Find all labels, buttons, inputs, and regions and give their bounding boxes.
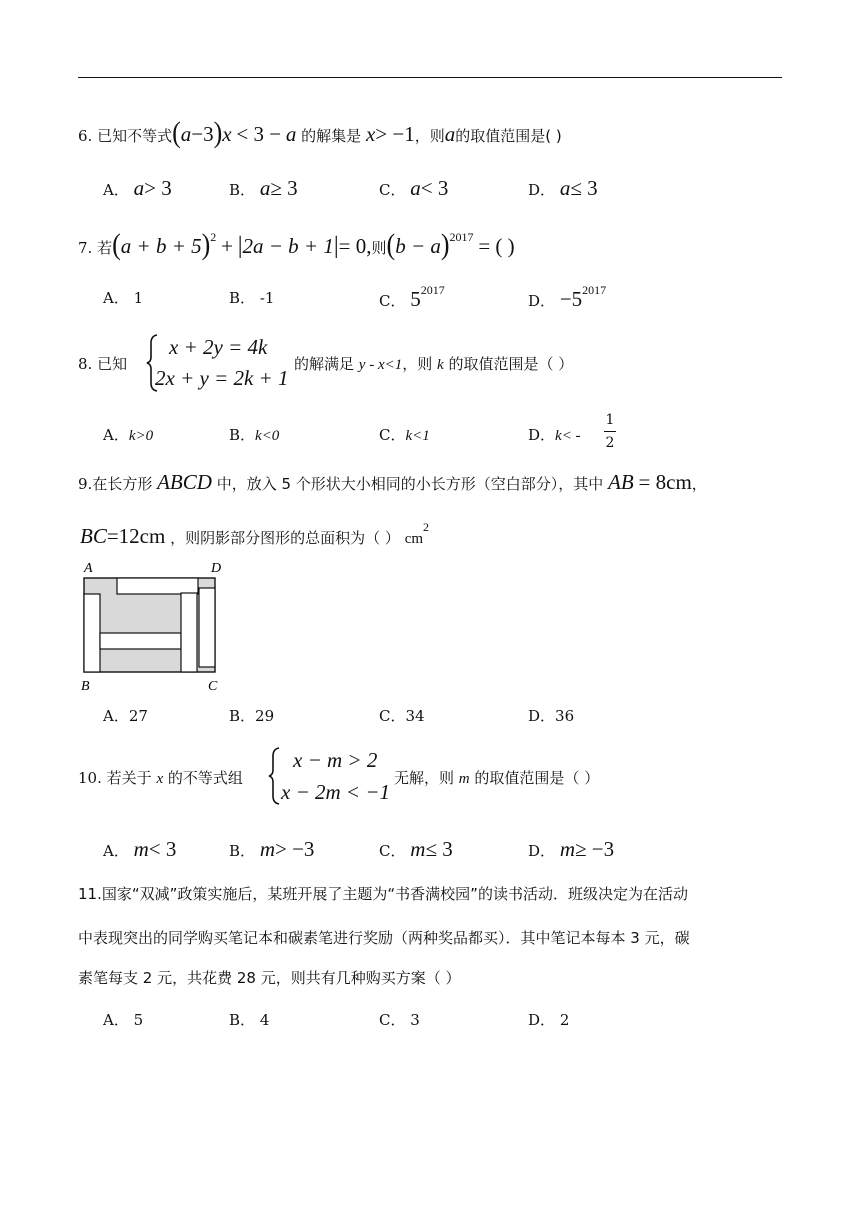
question-6-stem: 6. 已知不等式(a−3)x < 3 − a 的解集是 x> −1，则a的取值范围是( )	[78, 115, 562, 150]
question-9-figure	[78, 558, 228, 696]
question-7-option-b: B． -1	[229, 289, 275, 307]
question-8-option-d-fraction: 1 2	[605, 412, 615, 451]
question-6-option-c: C． a< 3	[379, 176, 449, 200]
question-7-option-d: D． $-5^{2017}$	[528, 283, 607, 311]
question-11-option-a: A． 5	[103, 1011, 144, 1029]
question-8-suffix: 的解满足 y - x<1，则 k 的取值范围是（ ）	[294, 355, 574, 373]
question-10-suffix: 无解，则 m 的取值范围是（ ）	[394, 769, 600, 787]
header-rule	[78, 77, 782, 78]
question-10-prefix: 10. 若关于 x 的不等式组	[78, 769, 243, 787]
question-11-option-c: C． 3	[379, 1011, 420, 1029]
question-11-stem-line3: 素笔每支 2 元，共花费 28 元，则共有几种购买方案（ ）	[78, 969, 461, 987]
figure-label-b: B	[81, 679, 90, 694]
question-10-option-d: D． m≥ −3	[528, 837, 615, 861]
question-8-system: x + 2y = 4k 2x + y = 2k + 1	[145, 333, 295, 393]
left-brace-icon	[267, 746, 281, 806]
question-number: 8.	[78, 355, 93, 373]
question-11-stem-line2: 中表现突出的同学购买笔记本和碳素笔进行奖励（两种奖品都买）．其中笔记本每本 3 元，碳	[78, 929, 690, 947]
question-9-option-b: B．29	[229, 707, 275, 725]
question-7-stem: 7. 若$(a + b + 5)^2 + |2a - b + 1|= 0$,则$(b - a)^{2017}$ = ( )	[78, 227, 515, 262]
figure-label-d: D	[211, 561, 222, 576]
question-10-option-a: A． m< 3	[103, 837, 177, 861]
question-number: 7.	[78, 239, 93, 257]
question-8-prefix: 8. 已知	[78, 355, 128, 373]
question-8-option-b: B．k<0	[229, 426, 280, 444]
question-number: 11.	[78, 885, 102, 903]
question-9-option-a: A．27	[103, 707, 148, 725]
question-number: 6.	[78, 127, 93, 145]
question-11-option-b: B． 4	[229, 1011, 270, 1029]
question-7-option-c: C． $5^{2017}$	[379, 283, 445, 311]
question-8-option-c: C．k<1	[379, 426, 430, 444]
question-9-stem-line1: 9.在长方形 ABCD 中，放入 5 个形状大小相同的小长方形（空白部分），其中 AB = 8cm，	[78, 470, 707, 494]
question-11-option-d: D． 2	[528, 1011, 570, 1029]
question-9-stem-line2: BC=12cm ，则阴影部分图形的总面积为（ ） $cm^2$	[80, 520, 430, 548]
question-9-option-c: C．34	[379, 707, 425, 725]
question-6-option-a: A． a> 3	[103, 176, 172, 200]
question-6-option-d: D． a≤ 3	[528, 176, 598, 200]
question-10-option-c: C． m≤ 3	[379, 837, 453, 861]
question-6-option-b: B． a≥ 3	[229, 176, 298, 200]
question-number: 9.	[78, 475, 93, 493]
question-9-option-d: D．36	[528, 707, 575, 725]
question-8-option-a: A．k>0	[103, 426, 154, 444]
question-10-system: x − m > 2 x − 2m < −1	[267, 746, 397, 806]
figure-label-a: A	[84, 561, 93, 576]
figure-label-c: C	[208, 679, 218, 694]
question-7-option-a: A． 1	[103, 289, 144, 307]
question-8-option-d: D．k< -	[528, 426, 581, 444]
question-number: 10.	[78, 769, 102, 787]
question-11-stem-line1: 11.国家“双减”政策实施后，某班开展了主题为“书香满校园”的读书活动．班级决定为在活动	[78, 885, 688, 903]
question-10-option-b: B． m> −3	[229, 837, 315, 861]
